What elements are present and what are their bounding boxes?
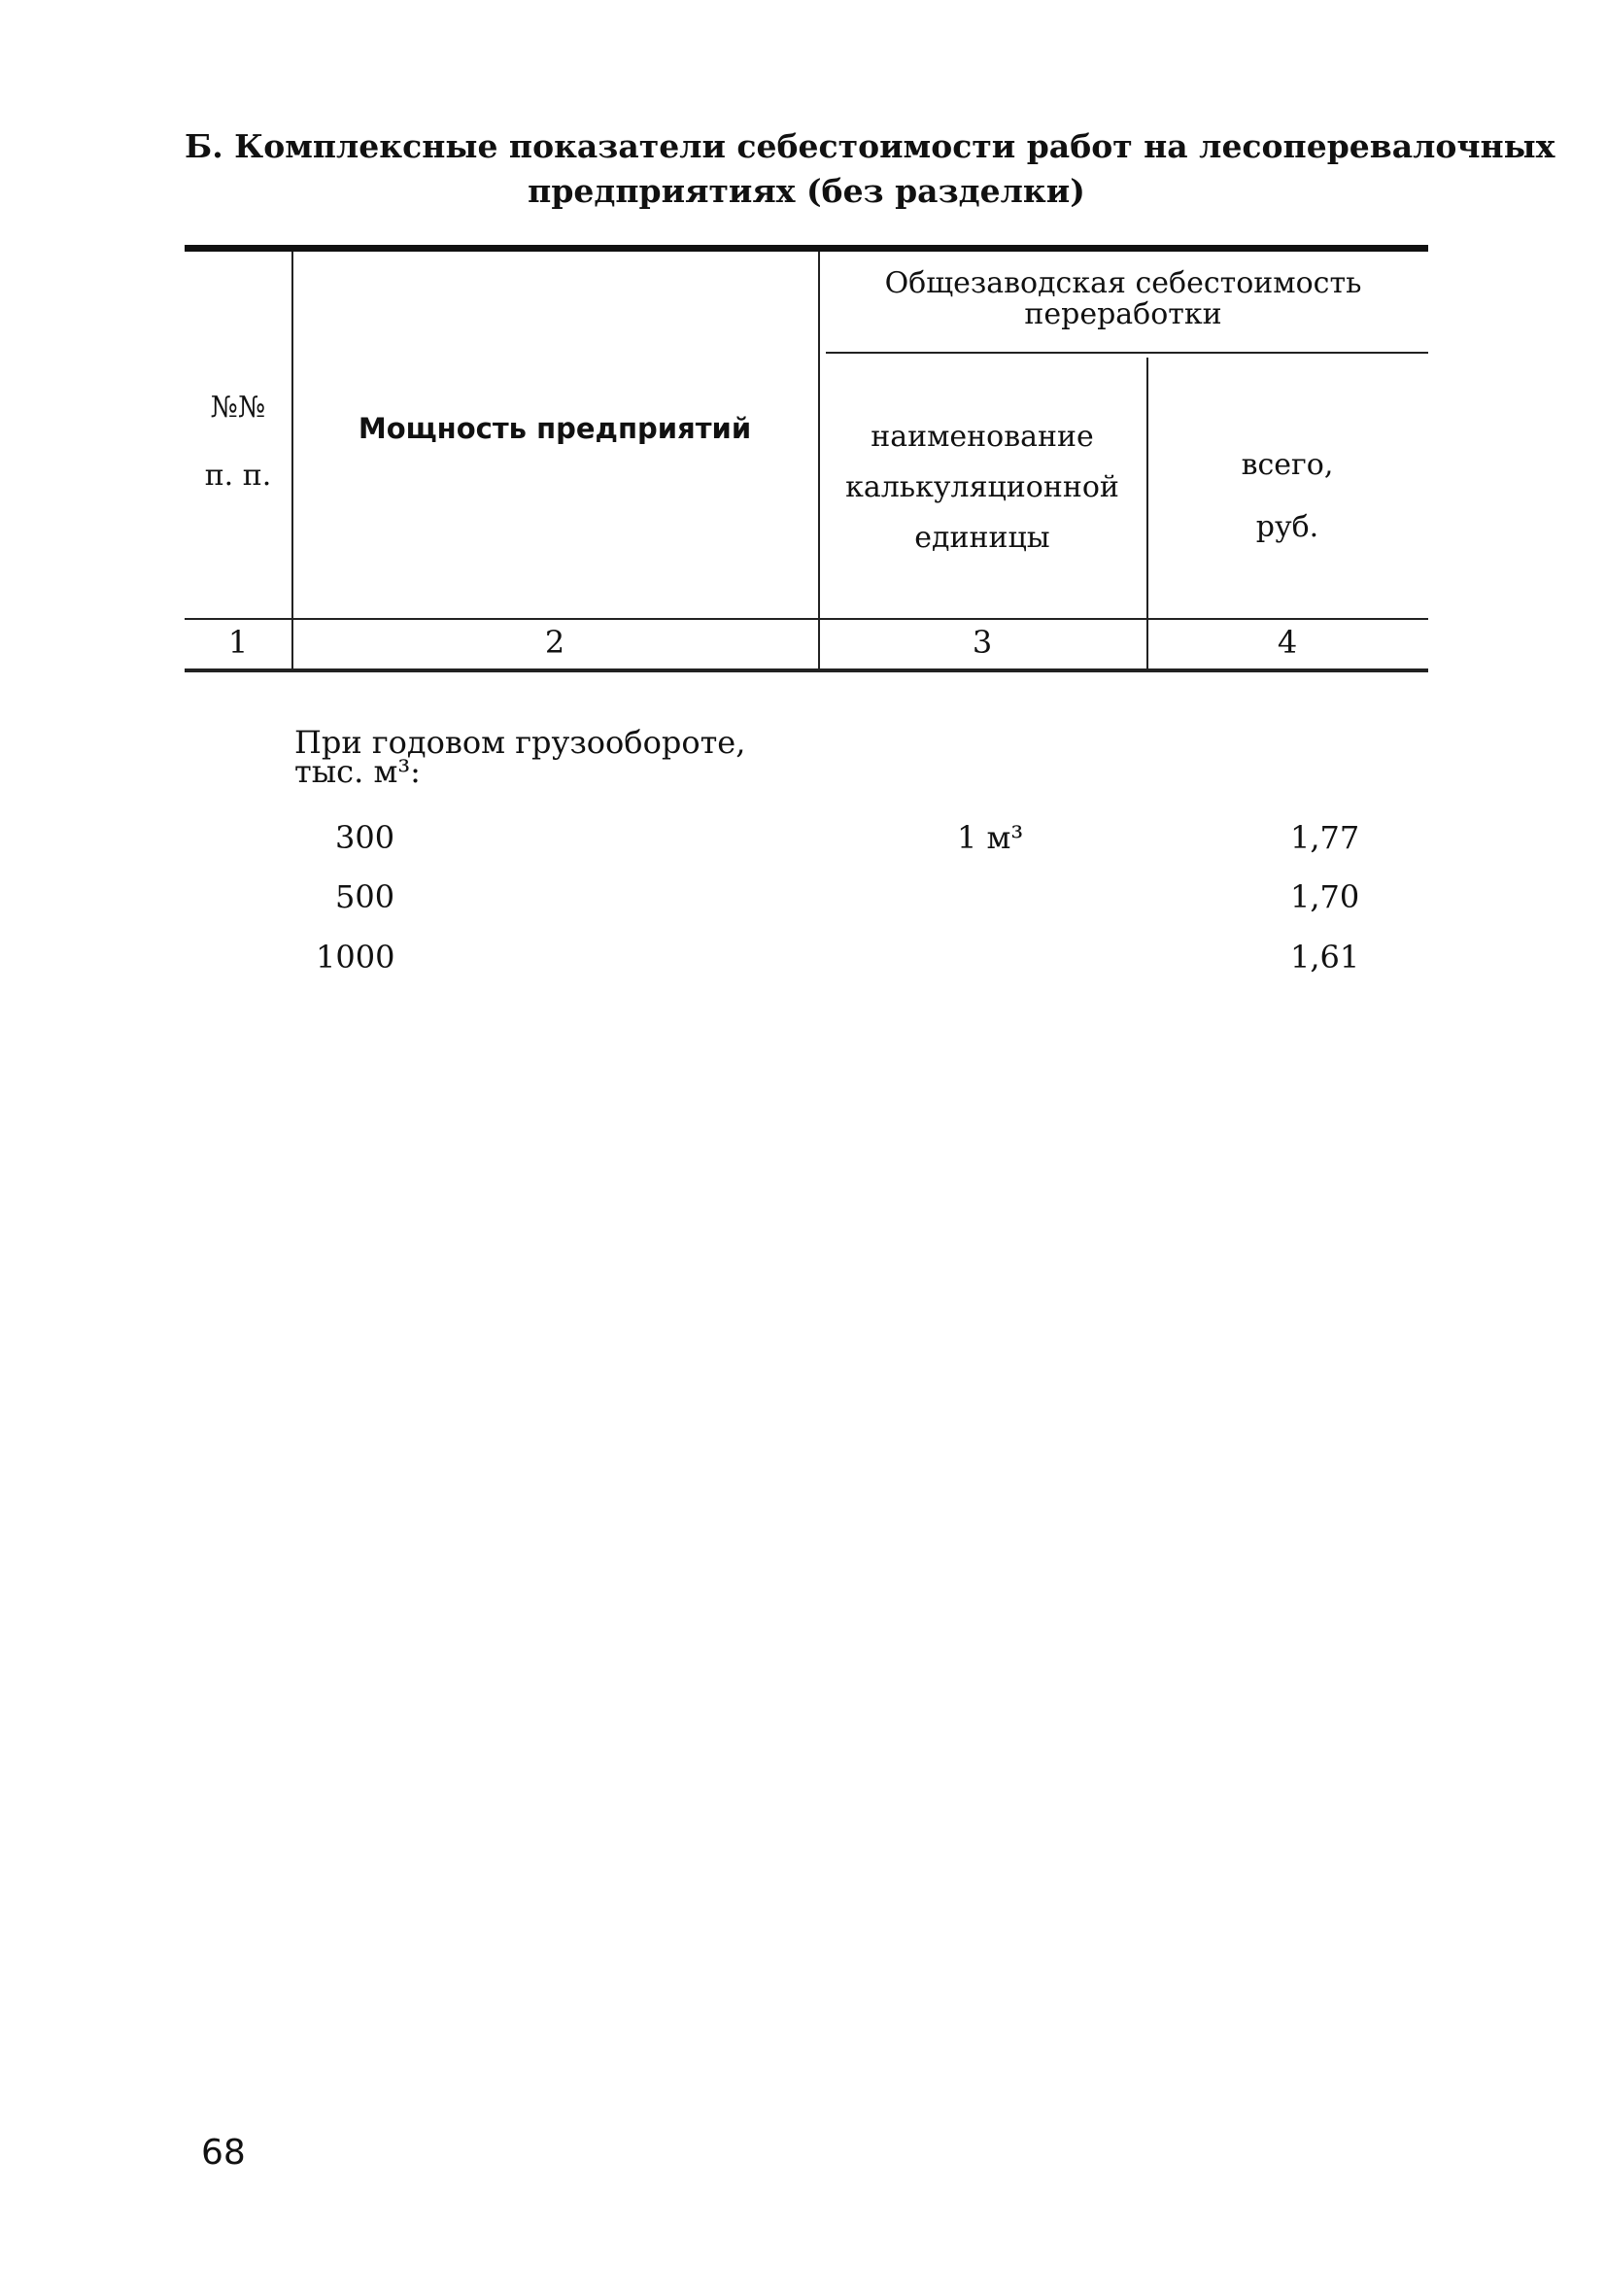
header-num-line-2: п. п. [204,459,272,493]
row-3-total: 1,61 [1290,939,1360,976]
section-label [294,724,745,790]
header-unit-line-2: калькуляционной [845,470,1119,504]
header-cost-group-line-2: переработки [1024,297,1222,331]
title-line-2: предприятиях (без разделки) [528,172,1085,210]
row-3-capacity: 1000 [316,939,395,976]
header-cost-group-line-1: Общезаводская себестоимость [884,266,1362,300]
group-underline-a [826,352,1253,354]
row-1-unit: 1 м³ [957,819,1024,856]
section-label-line-2: тыс. м³: [294,753,421,790]
header-total-line-1: всего, [1241,448,1334,482]
column-number-rule [185,618,1428,620]
table-header-bottom-rule [185,668,1428,672]
column-number-3: 3 [972,624,993,661]
header-unit [818,412,1146,564]
header-total-line-2: руб. [1255,510,1319,544]
title-line-1: Б. Комплексные показатели себестоимости работ на лесоперевалочных [185,127,1555,165]
page-number: 68 [201,2133,246,2173]
table-top-rule [185,245,1428,252]
row-1-total: 1,77 [1290,819,1360,856]
header-cost-group [818,268,1428,330]
col-divider-1 [291,252,293,669]
header-unit-line-1: наименование [871,420,1094,454]
header-capacity: Мощность предприятий [358,412,752,445]
column-number-4: 4 [1277,624,1298,661]
header-num-line-1: №№ [210,391,266,425]
column-number-1: 1 [227,624,249,661]
column-number-2: 2 [544,624,565,661]
header-total [1146,434,1428,559]
header-num [185,374,291,510]
header-unit-line-3: единицы [914,521,1050,555]
group-underline-b [1253,352,1428,354]
row-1-capacity: 300 [335,819,395,856]
row-2-total: 1,70 [1290,878,1360,915]
section-label-line-1: При годовом грузообороте, [294,724,746,761]
row-2-capacity: 500 [335,878,395,915]
